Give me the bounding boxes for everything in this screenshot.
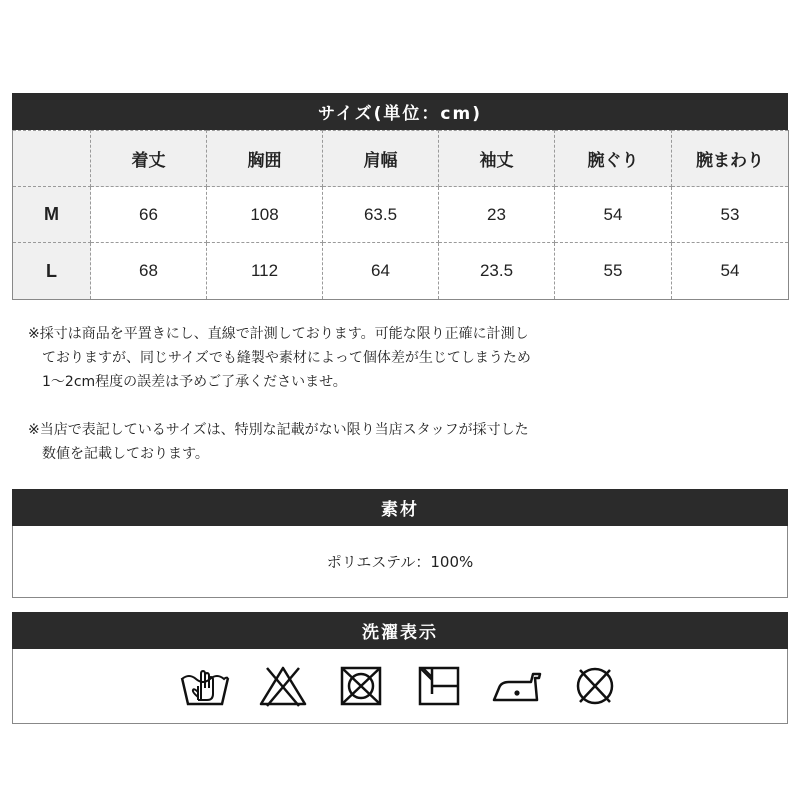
note-line: 数値を記載しております。 — [42, 446, 209, 462]
care-section-title — [12, 612, 788, 649]
table-cell: 112 — [207, 243, 323, 300]
iron-low-temp-icon — [491, 664, 543, 708]
table-row — [13, 187, 789, 243]
material-content: ポリエステル：100% — [326, 553, 474, 571]
no-bleach-icon — [257, 664, 309, 708]
column-header: 腕ぐり — [555, 131, 672, 187]
care-icons-panel — [12, 649, 788, 724]
note-line: ておりますが、同じサイズでも縫製や素材によって個体差が生じてしまうため — [42, 350, 531, 366]
corner-cell — [13, 131, 91, 187]
note-line: 1〜2cm程度の誤差は予めご了承くださいませ。 — [42, 374, 347, 390]
table-cell: 63.5 — [323, 187, 439, 243]
size-section-title — [12, 93, 788, 130]
hand-wash-icon — [179, 664, 231, 708]
table-cell: 23.5 — [439, 243, 555, 300]
line-dry-shade-icon — [413, 664, 465, 708]
table-cell: 54 — [555, 187, 672, 243]
table-cell: 23 — [439, 187, 555, 243]
table-cell: 55 — [555, 243, 672, 300]
table-cell: 64 — [323, 243, 439, 300]
table-row — [13, 243, 789, 300]
table-cell: 108 — [207, 187, 323, 243]
column-header: 胸囲 — [207, 131, 323, 187]
material-title-text: 素材 — [381, 500, 419, 520]
note-line: ※採寸は商品を平置きにし、直線で計測しております。可能な限り正確に計測し — [28, 326, 529, 342]
material-panel — [12, 526, 788, 598]
size-label: L — [13, 243, 91, 300]
note-line: ※当店で表記しているサイズは、特別な記載がない限り当店スタッフが採寸した — [28, 422, 529, 438]
column-header: 着丈 — [91, 131, 207, 187]
table-cell: 68 — [91, 243, 207, 300]
measurement-note — [28, 322, 531, 394]
size-title-text: サイズ(単位：cm) — [318, 104, 482, 124]
table-cell: 53 — [672, 187, 789, 243]
no-dry-clean-icon — [569, 664, 621, 708]
size-label: M — [13, 187, 91, 243]
size-table — [12, 130, 789, 300]
column-header: 腕まわり — [672, 131, 789, 187]
size-table-header-row — [13, 131, 789, 187]
material-section-title — [12, 489, 788, 526]
column-header: 袖丈 — [439, 131, 555, 187]
table-cell: 54 — [672, 243, 789, 300]
size-notation-note — [28, 418, 529, 466]
column-header: 肩幅 — [323, 131, 439, 187]
table-cell: 66 — [91, 187, 207, 243]
no-tumble-dry-icon — [335, 664, 387, 708]
care-title-text: 洗濯表示 — [362, 623, 438, 643]
